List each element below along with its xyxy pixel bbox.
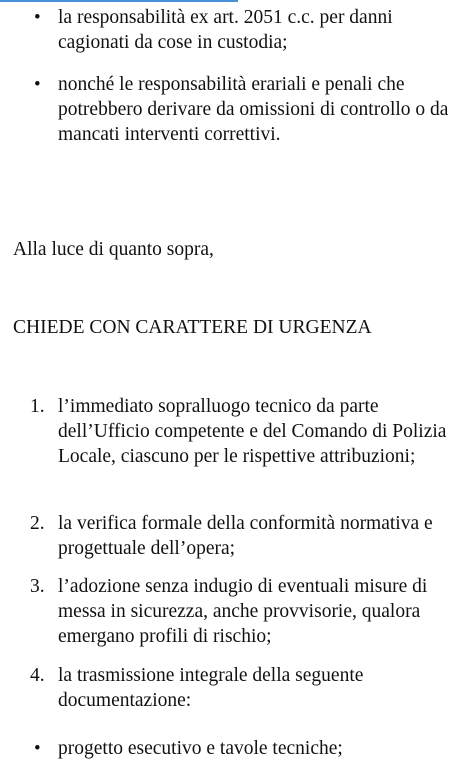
list-item: progetto esecutivo e tavole tecniche;: [58, 738, 343, 759]
bullet-icon: •: [34, 7, 41, 28]
list-item: l’immediato sopralluogo tecnico da parte dell’Ufficio competente e del Comando di Polizia Locale, ciascuno per le rispettive attribuzioni;: [58, 396, 447, 467]
bullet-icon: •: [34, 738, 41, 759]
list-item: la trasmissione integrale della seguente documentazione:: [58, 665, 364, 711]
top-accent-line: [0, 0, 238, 2]
list-item: la responsabilità ex art. 2051 c.c. per danni cagionati da cose in custodia;: [58, 7, 393, 53]
list-item: la verifica formale della conformità normativa e progettuale dell’opera;: [58, 513, 433, 559]
list-number: 3.: [30, 576, 45, 597]
intro-paragraph: Alla luce di quanto sopra,: [13, 239, 214, 260]
list-number: 2.: [30, 513, 45, 534]
request-heading: CHIEDE CON CARATTERE DI URGENZA: [13, 317, 372, 338]
bullet-icon: •: [34, 74, 41, 95]
list-number: 1.: [30, 396, 45, 417]
list-number: 4.: [30, 665, 45, 686]
list-item: nonché le responsabilità erariali e penali che potrebbero derivare da omissioni di controllo o da mancati interventi correttivi.: [58, 74, 449, 145]
list-item: l’adozione senza indugio di eventuali misure di messa in sicurezza, anche provvisorie, qualora emergano profili di rischio;: [58, 576, 428, 647]
